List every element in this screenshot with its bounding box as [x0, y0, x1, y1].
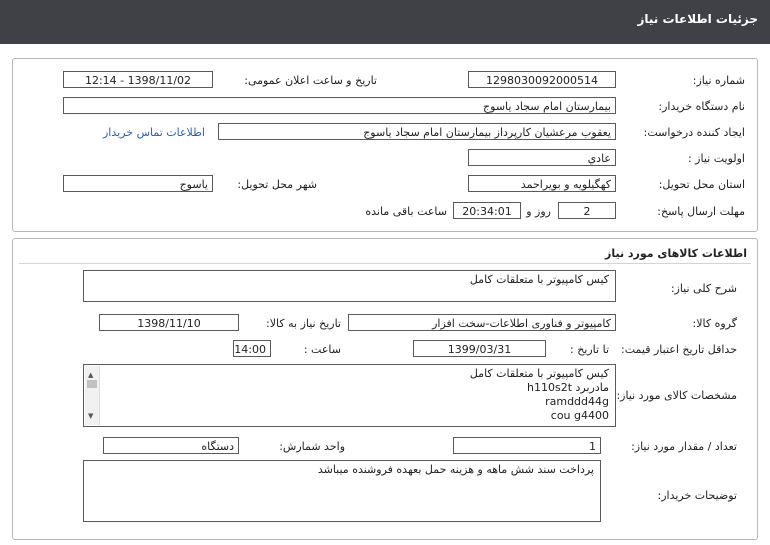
min-validity-label: حداقل تاریخ اعتبار قیمت: — [621, 343, 737, 356]
priority-label: اولویت نیاز : — [687, 152, 745, 165]
city-label: شهر محل تحویل: — [237, 178, 317, 191]
need-number-label: شماره نیاز: — [692, 74, 745, 87]
need-date-label: تاریخ نیاز به کالا: — [266, 317, 341, 330]
days-label: روز و — [526, 205, 551, 218]
spec-line: cou g4400 — [550, 409, 609, 422]
count-label: تعداد / مقدار مورد نیاز: — [631, 440, 737, 453]
spec-line: مادربرد h110s2t — [527, 381, 609, 394]
hour-field: 14:00 — [233, 340, 271, 357]
need-info-panel — [12, 58, 758, 232]
until-date-label: تا تاریخ : — [570, 343, 609, 356]
creator-label: ایجاد کننده درخواست: — [643, 126, 745, 139]
buyer-org-field: بیمارستان امام سجاد یاسوج — [63, 97, 616, 114]
buyer-notes-label: توضیحات خریدار: — [657, 489, 737, 502]
page-title: جزئیات اطلاعات نیاز — [637, 12, 758, 26]
buyer-notes-text: پرداخت سند شش ماهه و هزینه حمل بعهده فروشنده میباشد — [317, 463, 594, 476]
specs-listbox[interactable] — [83, 364, 616, 427]
announce-datetime-label: تاریخ و ساعت اعلان عمومی: — [244, 74, 377, 87]
buyer-notes-field — [83, 460, 601, 522]
specs-scrollbar[interactable] — [85, 366, 100, 425]
creator-field: یعقوب مرعشیان کارپرداز بیمارستان امام سجاد یاسوج — [218, 123, 616, 140]
need-number-field: 1298030092000514 — [468, 71, 616, 88]
general-desc-text: کیس کامپیوتر با متعلقات کامل — [469, 273, 609, 286]
deadline-label: مهلت ارسال پاسخ: — [657, 205, 745, 218]
remaining-label: ساعت باقی مانده — [365, 205, 447, 218]
deadline-days-field: 2 — [558, 202, 616, 219]
goods-group-label: گروه کالا: — [692, 317, 737, 330]
unit-field: دستگاه — [103, 437, 239, 454]
announce-datetime-field: 1398/11/02 - 12:14 — [63, 71, 213, 88]
header-bar — [0, 0, 770, 44]
count-field: 1 — [453, 437, 601, 454]
city-field: یاسوج — [63, 175, 213, 192]
need-date-field: 1398/11/10 — [99, 314, 239, 331]
province-field: کهگیلویه و بویراحمد — [468, 175, 616, 192]
scroll-thumb[interactable] — [87, 380, 97, 388]
general-desc-label: شرح کلی نیاز: — [670, 282, 737, 295]
buyer-org-label: نام دستگاه خریدار: — [658, 100, 745, 113]
deadline-time-field: 20:34:01 — [453, 202, 521, 219]
hour-label: ساعت : — [303, 343, 341, 356]
buyer-contact-link[interactable]: اطلاعات تماس خریدار — [103, 126, 205, 139]
triangle-down-icon[interactable]: ▼ — [88, 412, 94, 420]
province-label: استان محل تحویل: — [658, 178, 745, 191]
priority-field: عادي — [468, 149, 616, 166]
specs-label: مشخصات کالای مورد نیاز: — [616, 389, 737, 402]
spec-line: ramddd44g — [545, 395, 609, 408]
until-date-field: 1399/03/31 — [413, 340, 546, 357]
triangle-up-icon[interactable]: ▲ — [88, 371, 94, 379]
unit-label: واحد شمارش: — [279, 440, 345, 453]
section-divider — [19, 263, 751, 264]
goods-info-panel — [12, 238, 758, 540]
spec-line: کیس کامپیوتر با متعلقات کامل — [469, 367, 609, 380]
goods-section-title: اطلاعات کالاهای مورد نیاز — [605, 247, 747, 260]
general-desc-field — [83, 270, 616, 302]
goods-group-field: کامپیوتر و فناوری اطلاعات-سخت افزار — [348, 314, 616, 331]
